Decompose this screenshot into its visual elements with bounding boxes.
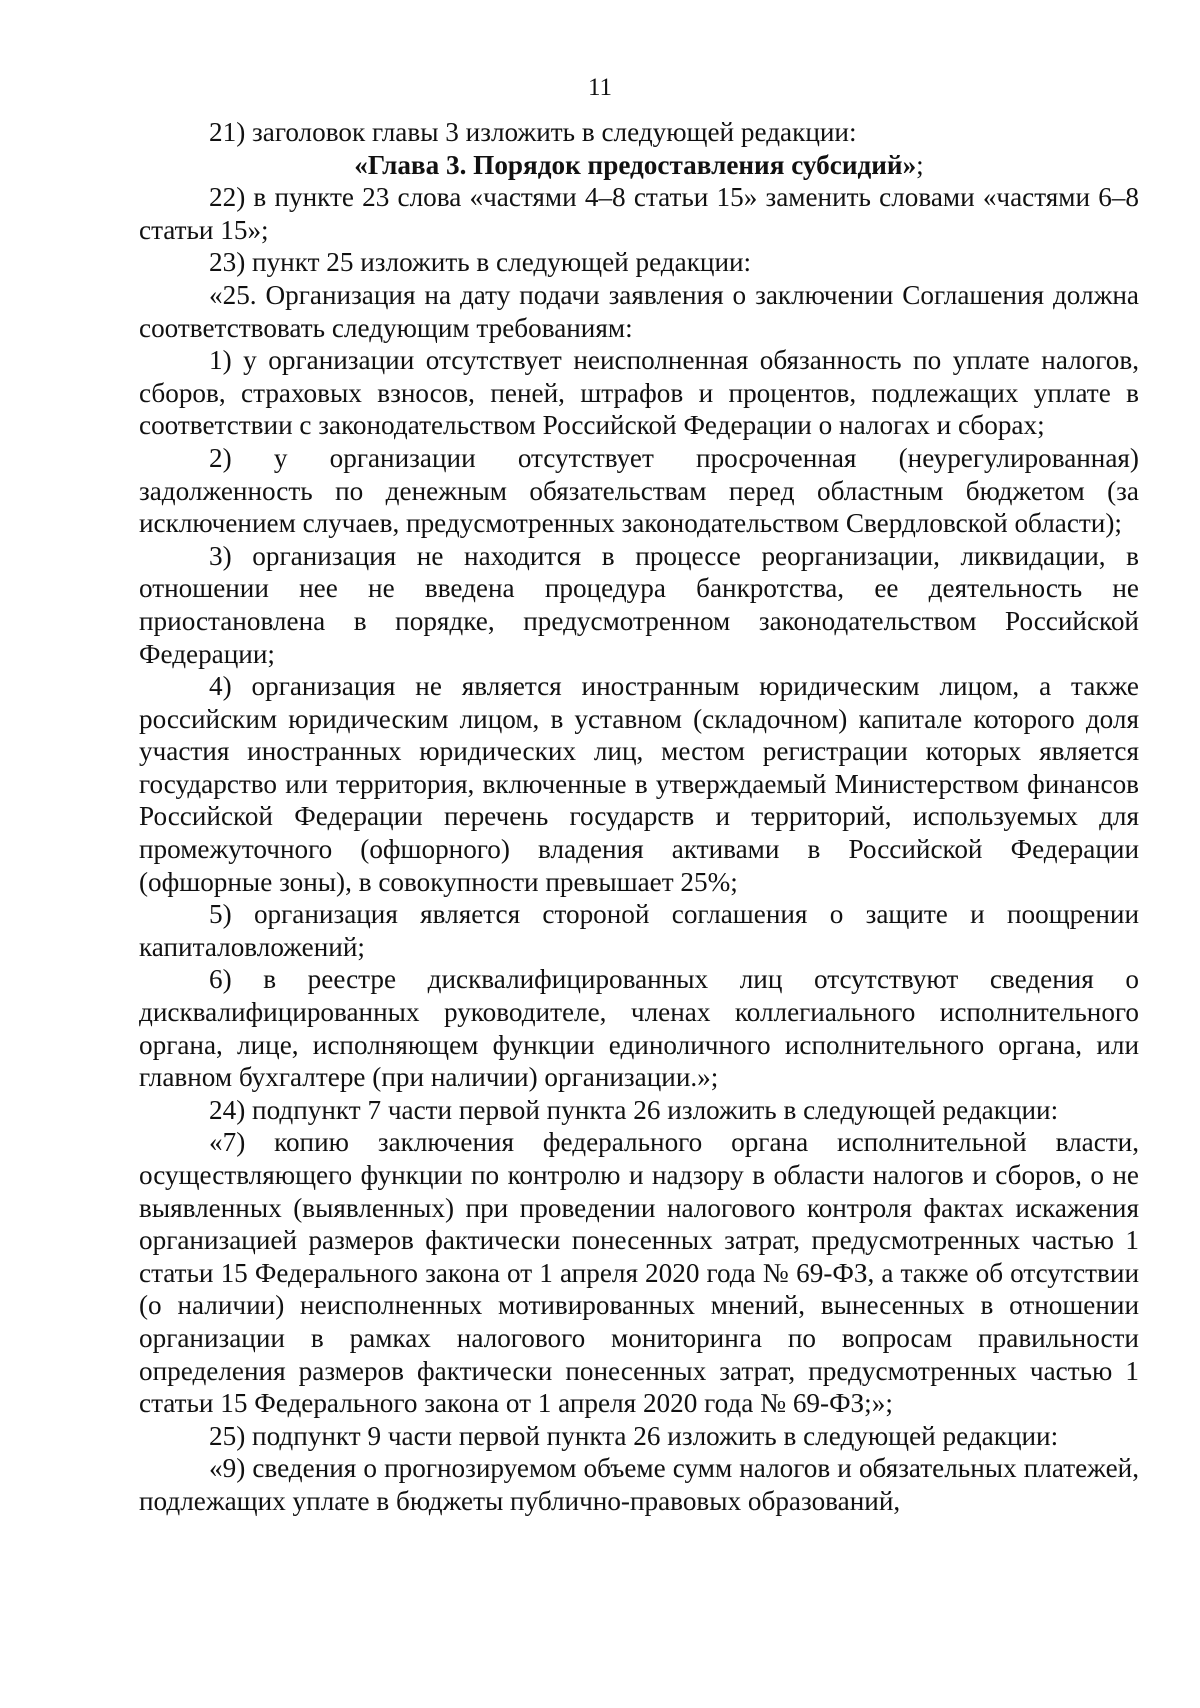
paragraph-requirement-3: 3) организация не находится в процессе реорганизации, ликвидации, в отношении нее не введена процедура банкротства, ее деятельность не приостановлена в порядке, предусмотренном законодательством Российской Федерации;	[139, 540, 1139, 669]
paragraph-item-24: 24) подпункт 7 части первой пункта 26 изложить в следующей редакции:	[209, 1094, 1059, 1125]
paragraph-subitem-7: «7) копию заключения федерального органа исполнительной власти, осуществляющего функции по контролю и надзору в области налогов и сборов, о не выявленных (выявленных) при проведении налогового контроля фактах искажения организацией размеров фактически понесенных затрат, предусмотренных частью 1 статьи 15 Федерального закона от 1 апреля 2020 года № 69-ФЗ, а также об отсутствии (о наличии) неисполненных мотивированных мнений, вынесенных в отношении организации в рамках налогового мониторинга по вопросам правильности определения размеров фактически понесенных затрат, предусмотренных частью 1 статьи 15 Федерального закона от 1 апреля 2020 года № 69-ФЗ;»;	[139, 1127, 1139, 1419]
paragraph-item-25: 25) подпункт 9 части первой пункта 26 изложить в следующей редакции:	[209, 1420, 1059, 1451]
chapter-heading	[139, 149, 1139, 182]
paragraph-item-21: 21) заголовок главы 3 изложить в следующей редакции:	[209, 117, 857, 147]
paragraph-requirement-4: 4) организация не является иностранным юридическим лицом, а также российским юридическим лицом, в уставном (складочном) капитале которого доля участия иностранных юридических лиц, местом регистрации которых является государство или территория, включенные в утверждаемый Министерством финансов Российской Федерации перечень государств и территорий, используемых для промежуточного (офшорного) владения активами в Российской Федерации (офшорные зоны), в совокупности превышает 25%;	[139, 671, 1139, 897]
paragraph-requirement-6: 6) в реестре дисквалифицированных лиц отсутствуют сведения о дисквалифицированных руководителе, членах коллегиального исполнительного органа, лице, исполняющем функции единоличного исполнительного органа, или главном бухгалтере (при наличии) организации.»;	[139, 964, 1139, 1093]
paragraph-subitem-9: «9) сведения о прогнозируемом объеме сумм налогов и обязательных платежей, подлежащих уплате в бюджеты публично-правовых образований,	[139, 1453, 1139, 1516]
paragraph-requirement-5: 5) организация является стороной соглашения о защите и поощрении капиталовложений;	[139, 899, 1139, 962]
page-number: 11	[587, 74, 613, 101]
paragraph-item-22: 22) в пункте 23 слова «частями 4–8 статьи 15» заменить словами «частями 6–8 статьи 15»;	[139, 182, 1139, 245]
paragraph-point-25: «25. Организация на дату подачи заявления о заключении Соглашения должна соответствовать следующим требованиям:	[139, 279, 1139, 343]
document-body	[139, 116, 1139, 1518]
paragraph-requirement-1: 1) у организации отсутствует неисполненная обязанность по уплате налогов, сборов, страховых взносов, пеней, штрафов и процентов, подлежащих уплате в соответствии с законодательством Российской Федерации о налогах и сборах;	[139, 345, 1139, 441]
chapter-heading-text: «Глава 3. Порядок предоставления субсидий»	[354, 149, 917, 180]
paragraph-requirement-2: 2) у организации отсутствует просроченная (неурегулированная) задолженность по денежным обязательствам перед областным бюджетом (за исключением случаев, предусмотренных законодательством Свердловской области);	[139, 442, 1139, 539]
chapter-heading-tail: ;	[916, 149, 924, 180]
paragraph-item-23: 23) пункт 25 изложить в следующей редакции:	[209, 247, 752, 278]
